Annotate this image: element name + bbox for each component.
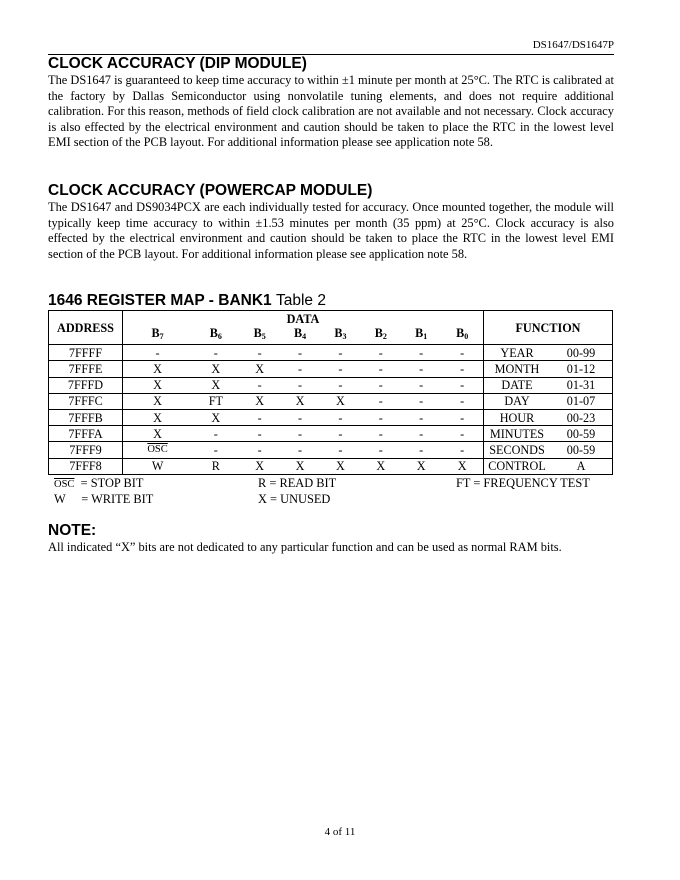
function-cell: YEAR <box>484 345 551 361</box>
bit-cell: - <box>320 409 360 425</box>
bit-cell: - <box>441 442 483 458</box>
bit-cell: - <box>280 345 320 361</box>
range-cell: 00-59 <box>550 442 613 458</box>
part-number: DS1647/DS1647P <box>532 39 614 51</box>
function-cell: MONTH <box>484 361 551 377</box>
bit-label: B <box>456 326 465 341</box>
table-row <box>49 409 613 425</box>
bit-cell: - <box>441 345 483 361</box>
bit-cell: - <box>320 442 360 458</box>
bit-cell: - <box>441 393 483 409</box>
address-cell: 7FFF8 <box>49 458 123 474</box>
page-header <box>48 39 614 55</box>
range-cell: A <box>550 458 613 474</box>
bit-cell: X <box>441 458 483 474</box>
legend-ft: FT = FREQUENCY TEST <box>456 476 590 490</box>
bit-cell: - <box>361 345 401 361</box>
bit-cell: X <box>192 409 239 425</box>
section-powercap-module <box>48 182 614 262</box>
note-text: All indicated “X” bits are not dedicated to any particular function and can be used as normal RAM bits. <box>48 540 562 554</box>
legend-x: X = UNUSED <box>258 492 331 506</box>
legend-w-text: = WRITE BIT <box>81 492 154 506</box>
bit-cell: X <box>320 458 360 474</box>
bit-cell: X <box>280 393 320 409</box>
bit-cell: - <box>361 426 401 442</box>
range-cell: 01-31 <box>550 377 613 393</box>
bit-label: B <box>253 326 262 341</box>
data-header: DATA <box>123 311 484 327</box>
function-header: FUNCTION <box>484 311 613 345</box>
range-cell: 00-23 <box>550 409 613 425</box>
range-cell: 00-59 <box>550 426 613 442</box>
bit-cell: - <box>239 377 279 393</box>
bit-header <box>239 326 279 345</box>
legend-osc-symbol: $\overline{OSC}$ <box>54 479 75 490</box>
address-cell: 7FFFD <box>49 377 123 393</box>
bit-cell: X <box>123 393 193 409</box>
section-dip-module <box>48 55 614 151</box>
section-title: CLOCK ACCURACY (DIP MODULE) <box>48 55 307 72</box>
bit-cell: X <box>401 458 441 474</box>
bit-cell: - <box>320 426 360 442</box>
legend-r: R = READ BIT <box>258 476 337 490</box>
bit-cell: - <box>401 345 441 361</box>
bit-cell: - <box>441 426 483 442</box>
address-header: ADDRESS <box>49 311 123 345</box>
table-row <box>49 458 613 474</box>
bit-cell: - <box>239 442 279 458</box>
section-text: The DS1647 and DS9034PCX are each individually tested for accuracy. Once mounted together, the module will typically keep time accuracy to within ±1.53 minutes per month (35 ppm) at 25°C. Clock accuracy is also effected by the electrical environment and caution should be taken to place the RTC in the lowest level EMI section of the PCB layout. For additional information please see application note 58. <box>48 200 614 261</box>
bit-label: B <box>293 326 303 341</box>
table-row <box>49 377 613 393</box>
bit-label: B <box>334 326 343 341</box>
table-caption: Table 2 <box>275 292 326 309</box>
range-cell: 00-99 <box>550 345 613 361</box>
function-cell: MINUTES <box>484 426 551 442</box>
bit-cell: - <box>361 442 401 458</box>
table-title-text: 1646 REGISTER MAP - BANK1 <box>48 292 272 309</box>
bit-cell: X <box>123 409 193 425</box>
address-cell: 7FFF9 <box>49 442 123 458</box>
bit-index: 1 <box>423 332 428 342</box>
bit-index: 3 <box>342 332 347 342</box>
legend-osc-text: = STOP BIT <box>80 476 144 490</box>
bit-header <box>320 326 360 345</box>
bit-cell: - <box>320 377 360 393</box>
range-cell: 01-12 <box>550 361 613 377</box>
bit-cell: X <box>239 361 279 377</box>
bit-header <box>361 326 401 345</box>
bit-cell: - <box>192 442 239 458</box>
bit-cell: X <box>192 377 239 393</box>
bit-cell: - <box>280 409 320 425</box>
bit-cell: X <box>361 458 401 474</box>
bit-cell: $\overline{OSC}$ <box>123 442 193 458</box>
bit-cell: - <box>401 393 441 409</box>
bit-label: B <box>415 326 424 341</box>
bit-cell: X <box>123 426 193 442</box>
bit-cell: - <box>123 345 193 361</box>
table-row <box>49 361 613 377</box>
bit-cell: - <box>239 409 279 425</box>
bit-cell: X <box>192 361 239 377</box>
bit-cell: X <box>123 377 193 393</box>
bit-header <box>192 326 239 345</box>
bit-cell: - <box>239 345 279 361</box>
bit-cell: - <box>401 377 441 393</box>
legend-w <box>54 492 153 507</box>
address-cell: 7FFFC <box>49 393 123 409</box>
bit-cell: - <box>320 345 360 361</box>
address-cell: 7FFFA <box>49 426 123 442</box>
bit-cell: X <box>239 393 279 409</box>
bit-cell: - <box>361 361 401 377</box>
bit-cell: FT <box>192 393 239 409</box>
legend-osc <box>54 476 143 492</box>
range-cell: 01-07 <box>550 393 613 409</box>
bit-cell: R <box>192 458 239 474</box>
bit-label: B <box>374 326 383 341</box>
bit-label: B <box>151 326 160 341</box>
bit-cell: - <box>441 377 483 393</box>
bit-cell: - <box>401 409 441 425</box>
page-number: 4 of 11 <box>324 826 356 838</box>
note-section <box>48 522 614 556</box>
table-row <box>49 345 613 361</box>
table-row <box>49 426 613 442</box>
bit-index: 4 <box>302 332 307 342</box>
address-cell: 7FFFE <box>49 361 123 377</box>
bit-cell: - <box>239 426 279 442</box>
legend-w-symbol: W <box>54 492 66 506</box>
section-text: The DS1647 is guaranteed to keep time accuracy to within ±1 minute per month at 25°C. The RTC is calibrated at the factory by Dallas Semiconductor using nonvolatile tuning elements, and does not require additional calibration. For this reason, methods of field clock calibration are not available and not necessary. Clock accuracy is also effected by the electrical environment and caution should be taken to place the RTC in the lowest level EMI section of the PCB layout. For additional information please see application note 58. <box>48 73 614 150</box>
bit-index: 0 <box>464 332 469 342</box>
bit-header <box>123 326 193 345</box>
bit-index: 5 <box>261 332 266 342</box>
bit-cell: - <box>361 377 401 393</box>
bit-cell: W <box>123 458 193 474</box>
bit-cell: - <box>401 361 441 377</box>
section-title: CLOCK ACCURACY (POWERCAP MODULE) <box>48 182 373 199</box>
function-cell: DATE <box>484 377 551 393</box>
register-map-table <box>48 310 613 475</box>
bit-index: 7 <box>159 332 164 342</box>
bit-label: B <box>209 326 218 341</box>
function-cell: DAY <box>484 393 551 409</box>
bit-cell: - <box>361 393 401 409</box>
bit-cell: - <box>441 361 483 377</box>
bit-index: 2 <box>382 332 387 342</box>
table-row <box>49 442 613 458</box>
function-cell: CONTROL <box>484 458 551 474</box>
bit-cell: - <box>280 426 320 442</box>
bit-cell: X <box>320 393 360 409</box>
note-title: NOTE: <box>48 522 97 539</box>
bit-cell: - <box>280 361 320 377</box>
bit-header <box>280 326 320 345</box>
bit-header <box>441 326 483 345</box>
address-cell: 7FFFF <box>49 345 123 361</box>
bit-cell: - <box>192 426 239 442</box>
function-cell: SECONDS <box>484 442 551 458</box>
bit-cell: - <box>361 409 401 425</box>
table-row <box>49 393 613 409</box>
bit-cell: X <box>280 458 320 474</box>
page-footer <box>0 826 680 838</box>
bit-cell: X <box>239 458 279 474</box>
bit-header <box>401 326 441 345</box>
bit-cell: - <box>401 442 441 458</box>
bit-cell: - <box>401 426 441 442</box>
bit-cell: X <box>123 361 193 377</box>
bit-cell: - <box>441 409 483 425</box>
table-title <box>48 292 614 310</box>
address-cell: 7FFFB <box>49 409 123 425</box>
function-cell: HOUR <box>484 409 551 425</box>
bit-cell: - <box>192 345 239 361</box>
bit-cell: - <box>280 442 320 458</box>
bit-cell: - <box>320 361 360 377</box>
bit-cell: - <box>280 377 320 393</box>
bit-index: 6 <box>217 332 222 342</box>
